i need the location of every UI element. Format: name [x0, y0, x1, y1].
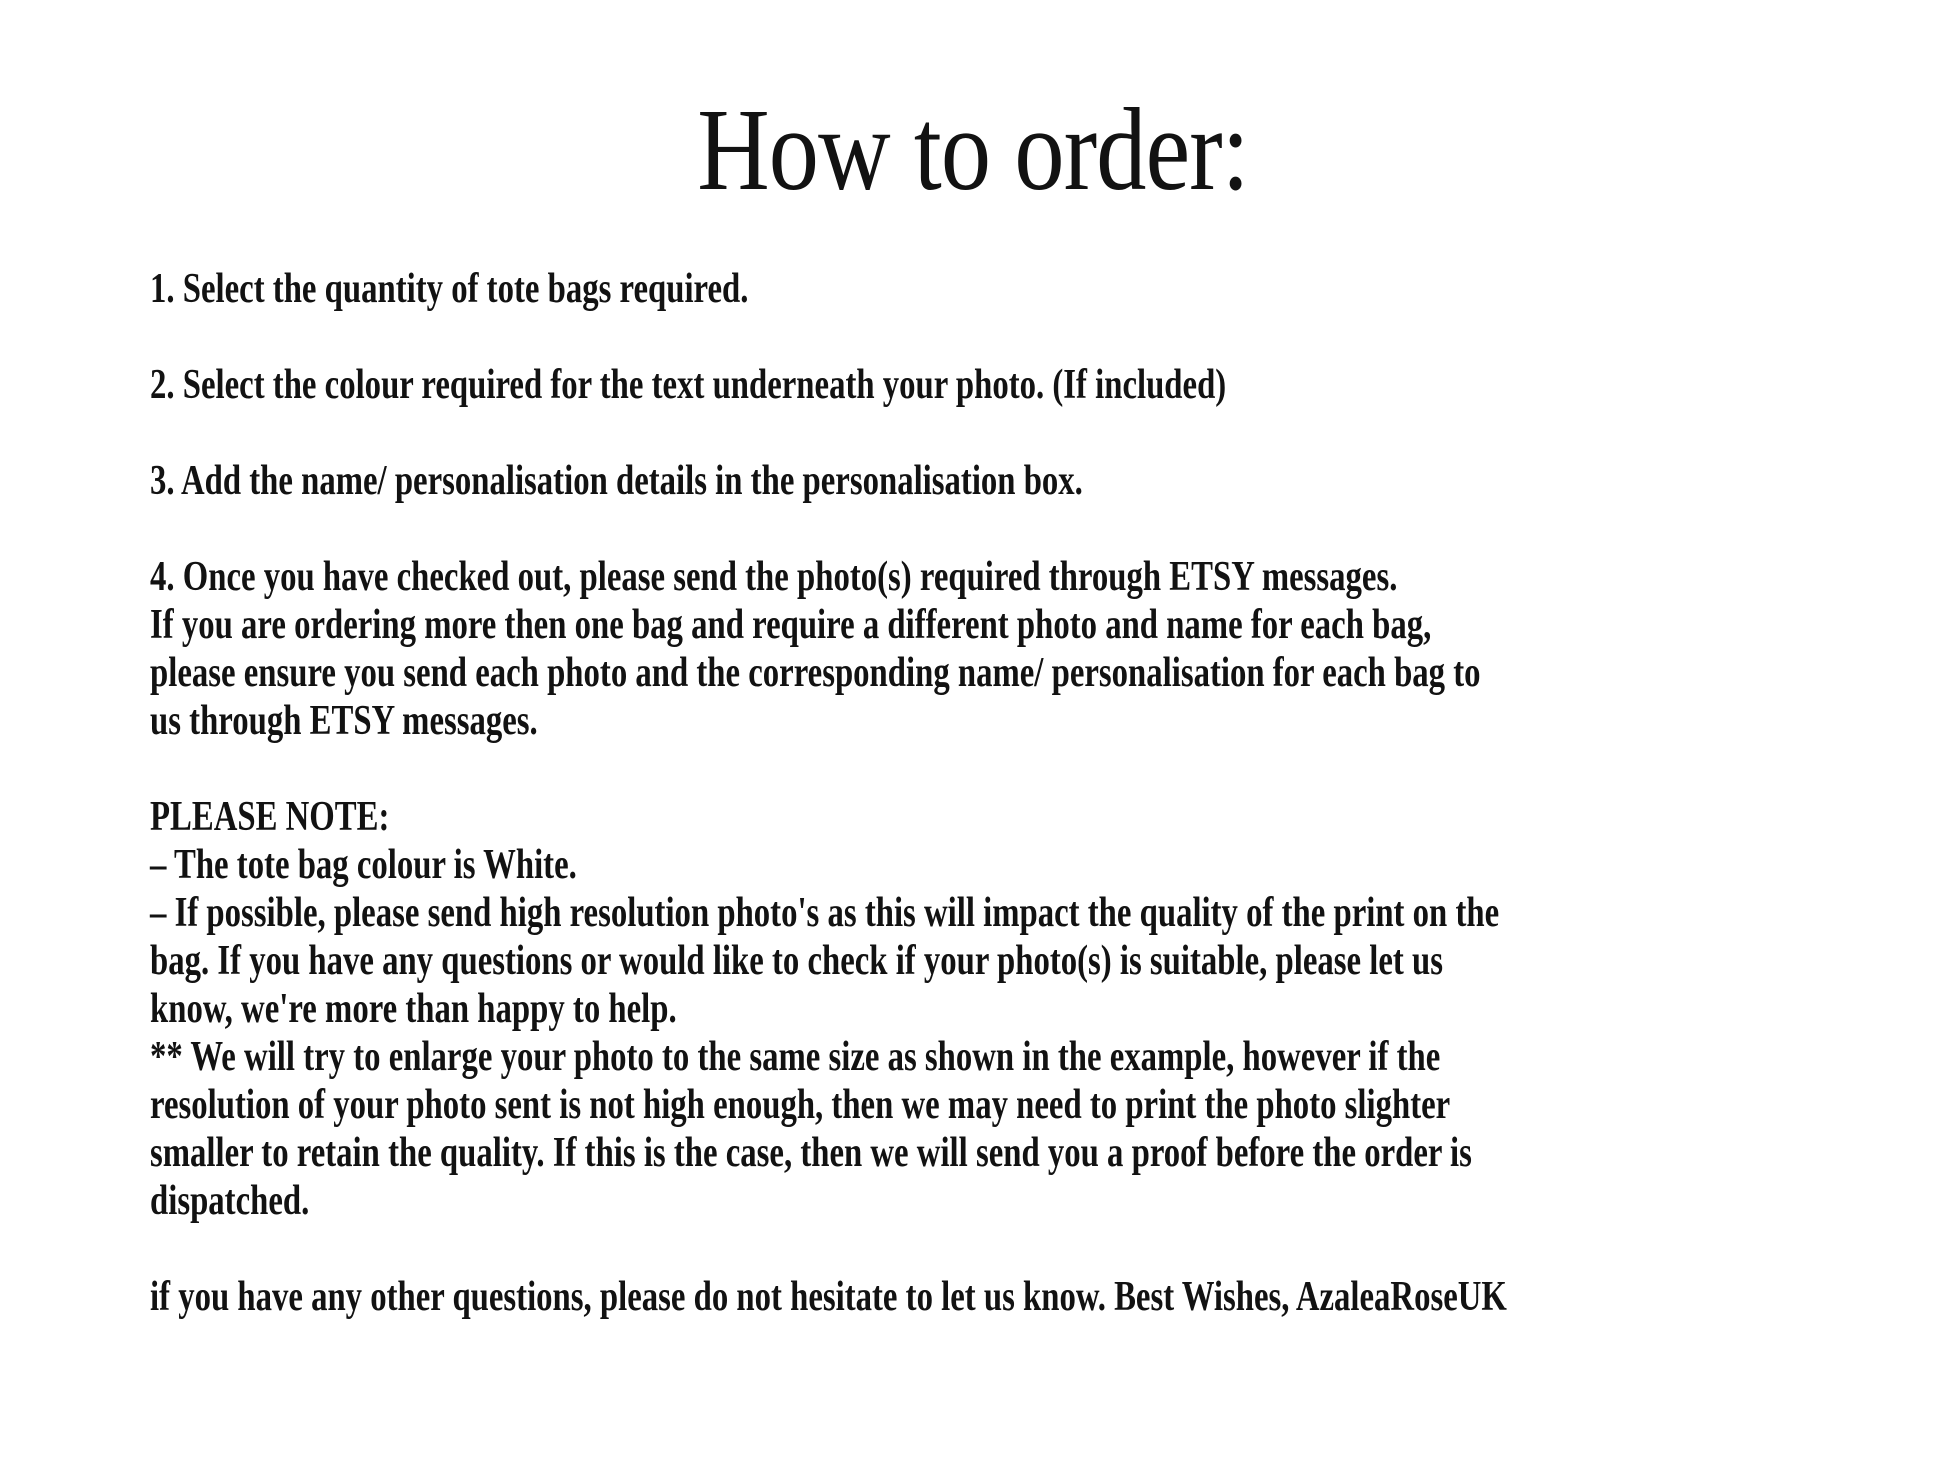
text-line: PLEASE NOTE: [150, 794, 390, 840]
text-line: if you have any other questions, please do not hesitate to let us know. Best Wishes, AzaleaRoseUK [150, 1274, 1507, 1320]
paragraph [150, 361, 1796, 409]
document-body [0, 265, 1946, 1321]
text-line: us through ETSY messages. [150, 698, 538, 744]
paragraph [150, 553, 1796, 745]
page-title: How to order: [697, 84, 1249, 215]
text-line: If you are ordering more then one bag and require a different photo and name for each bag, [150, 602, 1432, 648]
paragraph [150, 265, 1796, 313]
text-line: 2. Select the colour required for the text underneath your photo. (If included) [150, 362, 1227, 408]
text-line: 1. Select the quantity of tote bags required. [150, 266, 749, 312]
text-line: 4. Once you have checked out, please send the photo(s) required through ETSY messages. [150, 554, 1398, 600]
paragraph [150, 1273, 1796, 1321]
text-line: – If possible, please send high resolution photo's as this will impact the quality of the print on the [150, 890, 1500, 936]
text-line: smaller to retain the quality. If this is the case, then we will send you a proof before the order is [150, 1130, 1472, 1176]
text-line: resolution of your photo sent is not high enough, then we may need to print the photo slighter [150, 1082, 1451, 1128]
text-line: bag. If you have any questions or would like to check if your photo(s) is suitable, please let us [150, 938, 1443, 984]
text-line: dispatched. [150, 1178, 310, 1224]
text-line: – The tote bag colour is White. [150, 842, 577, 888]
paragraph [150, 793, 1796, 1225]
text-line: know, we're more than happy to help. [150, 986, 677, 1032]
text-line: please ensure you send each photo and the corresponding name/ personalisation for each bag to [150, 650, 1481, 696]
paragraph [150, 457, 1796, 505]
text-line: ** We will try to enlarge your photo to the same size as shown in the example, however if the [150, 1034, 1441, 1080]
text-line: 3. Add the name/ personalisation details in the personalisation box. [150, 458, 1083, 504]
